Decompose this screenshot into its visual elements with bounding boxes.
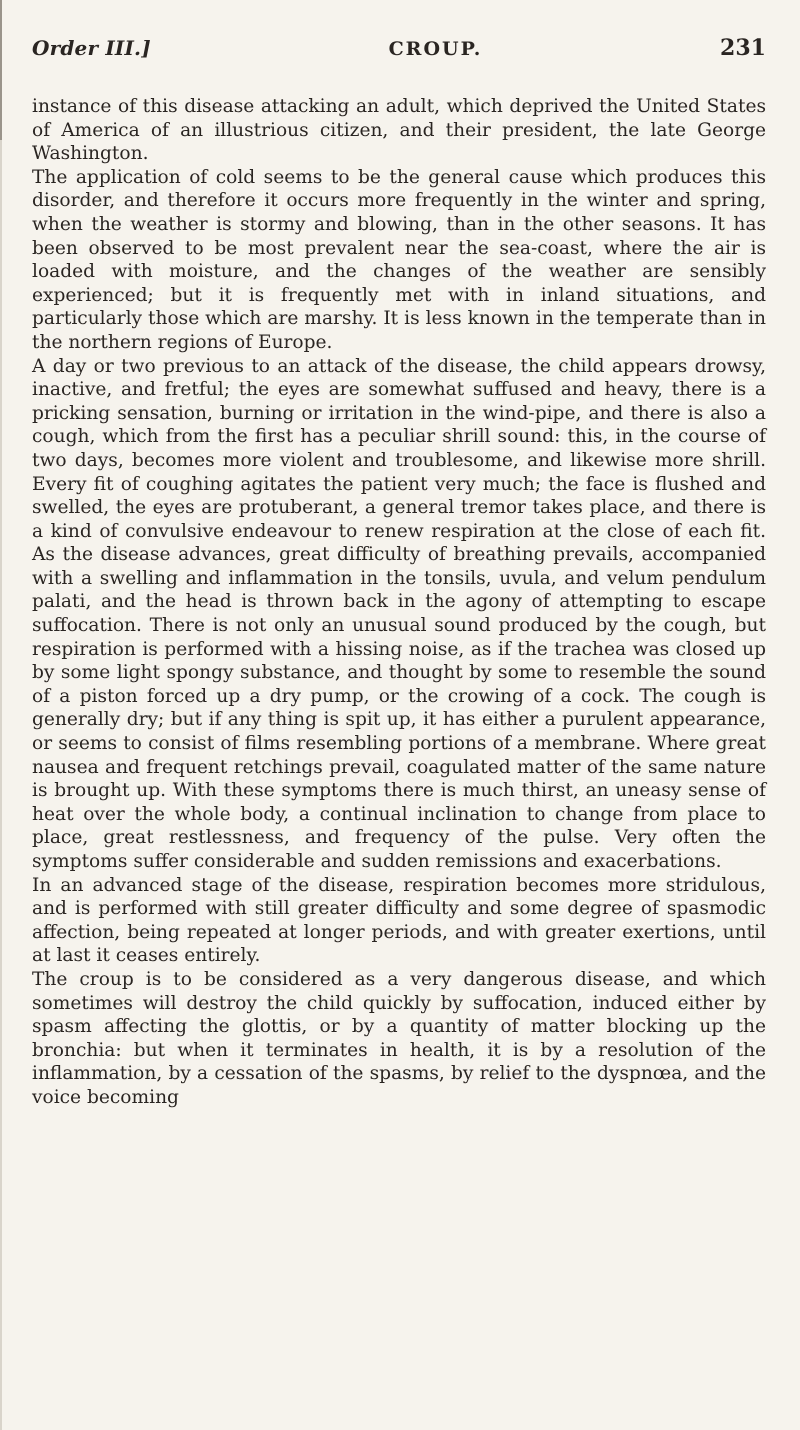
body-text bbox=[32, 95, 766, 1110]
header-order: Order III.] bbox=[32, 36, 151, 60]
paragraph: The croup is to be considered as a very dangerous disease, and which sometimes will destroy the child quickly by suffocation, induced either by spasm affecting the glottis, or by a quantity of matter blocking up the bronchia: but when it terminates in health, it is by a resolution of the inflammation, by a cessation of the spasms, by relief to the dyspnœa, and the voice becoming bbox=[32, 968, 766, 1108]
paragraph: The application of cold seems to be the general cause which produces this disorder, and therefore it occurs more frequently in the winter and spring, when the weather is stormy and blowing, than in the other seasons. It has been observed to be most prevalent near the sea-coast, where the air is loaded with moisture, and the changes of the weather are sensibly experienced; but it is frequently met with in inland situations, and particularly those which are marshy. It is less known in the temperate than in the northern regions of Europe. bbox=[32, 166, 766, 353]
running-header bbox=[32, 35, 766, 75]
paragraph: A day or two previous to an attack of the disease, the child appears drowsy, inactive, and fretful; the eyes are somewhat suffused and heavy, there is a pricking sensation, burning or irritation in the wind-pipe, and there is also a cough, which from the first has a peculiar shrill sound: this, in the course of two days, becomes more violent and troublesome, and likewise more shrill. Every fit of coughing agitates the patient very much; the face is flushed and swelled, the eyes are protuberant, a general tremor takes place, and there is a kind of convulsive endeavour to renew respiration at the close of each fit. As the disease advances, great difficulty of breathing prevails, accompanied with a swelling and inflammation in the tonsils, uvula, and velum pendulum palati, and the head is thrown back in the agony of attempting to escape suffocation. There is not only an unusual sound produced by the cough, but respiration is performed with a hissing noise, as if the trachea was closed up by some light spongy substance, and thought by some to resemble the sound of a piston forced up a dry pump, or the crowing of a cock. The cough is generally dry; but if any thing is spit up, it has either a purulent appearance, or seems to consist of films resembling portions of a membrane. Where great nausea and frequent retchings prevail, coagulated matter of the same nature is brought up. With these symptoms there is much thirst, an uneasy sense of heat over the whole body, a continual inclination to change from place to place, great restlessness, and frequency of the pulse. Very often the symptoms suffer considerable and sudden remissions and exacerbations. bbox=[32, 355, 766, 872]
page-edge bbox=[0, 0, 8, 1430]
edge-shadow bbox=[0, 0, 2, 140]
book-page bbox=[32, 35, 766, 1110]
header-title: CROUP. bbox=[388, 38, 483, 60]
page-number: 231 bbox=[720, 35, 766, 61]
paragraph: In an advanced stage of the disease, respiration becomes more stridulous, and is performed with still greater difficulty and some degree of spasmodic affection, being repeated at longer periods, and with greater exertions, until at last it ceases entirely. bbox=[32, 874, 766, 967]
paragraph: instance of this disease attacking an adult, which deprived the United States of America of an illustrious citizen, and their president, the late George Washington. bbox=[32, 96, 766, 165]
